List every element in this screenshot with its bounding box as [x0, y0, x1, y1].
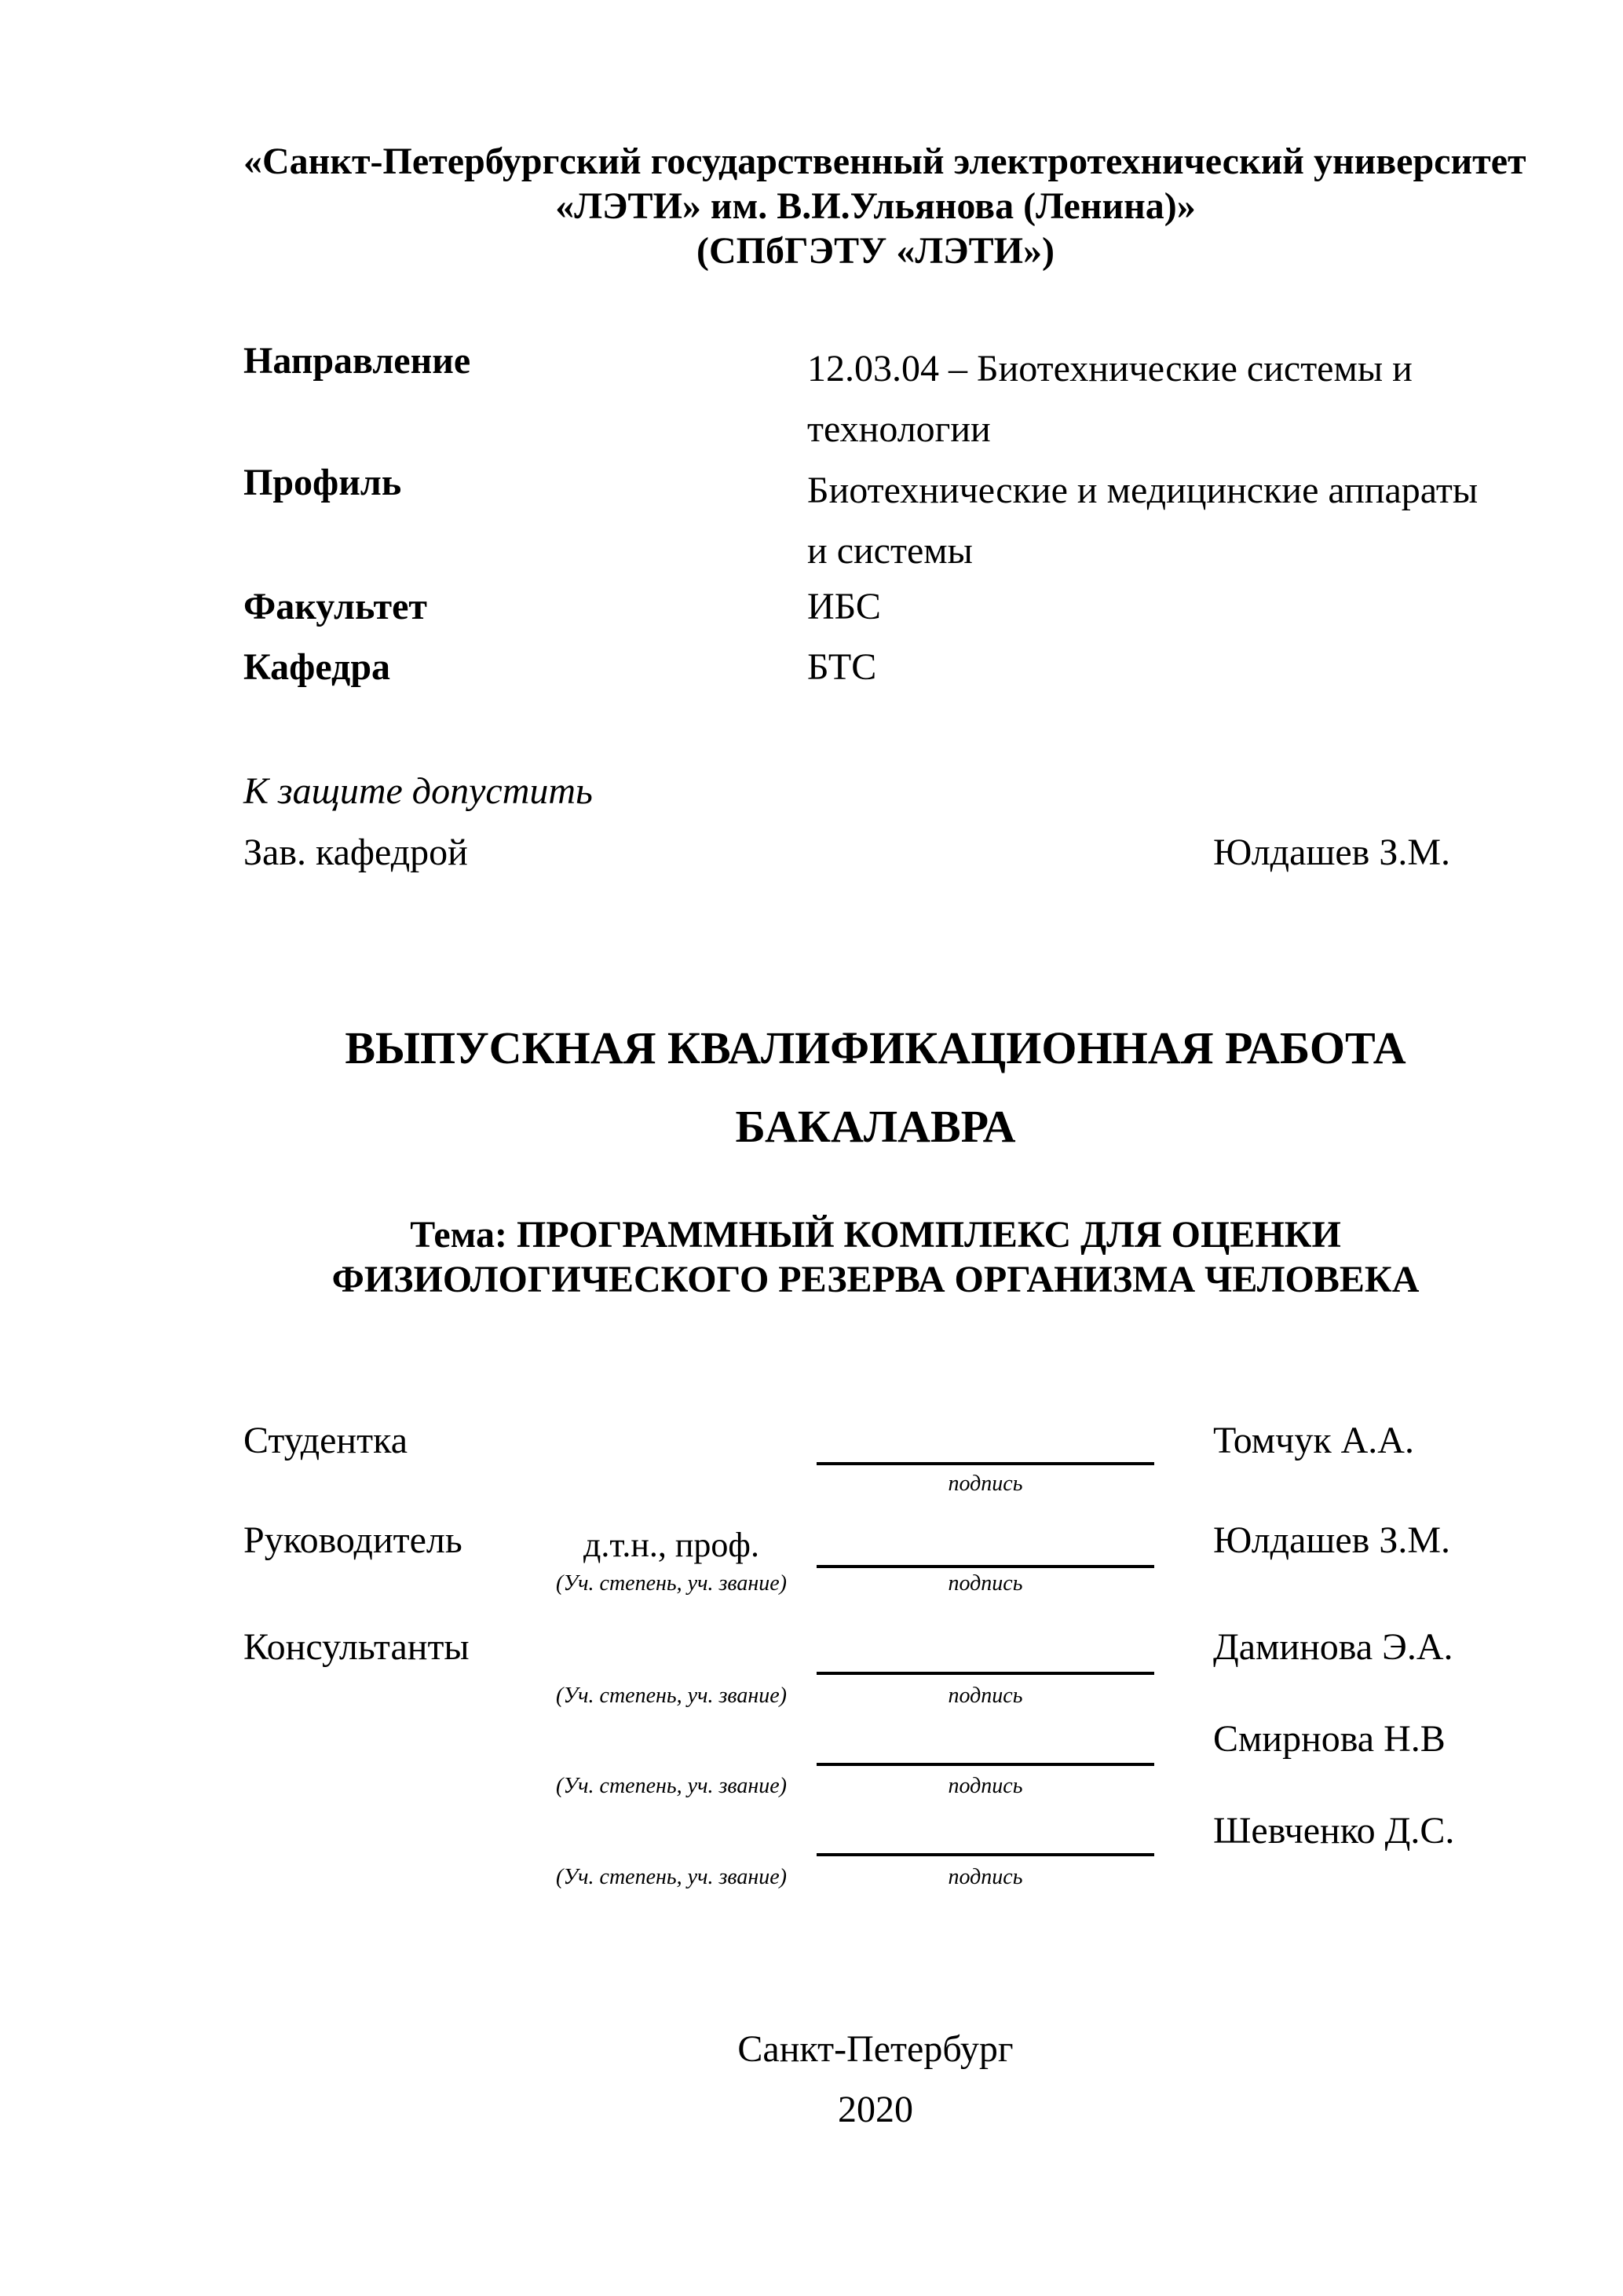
dept-head-label: Зав. кафедрой [243, 832, 468, 873]
signature-caption: подпись [948, 1571, 1023, 1596]
work-theme-line-1: Тема: ПРОГРАММНЫЙ КОМПЛЕКС ДЛЯ ОЦЕНКИ [410, 1214, 1341, 1256]
field-value-direction-line-2: технологии [807, 408, 991, 450]
signature-line [817, 1462, 1154, 1465]
work-theme-line-2: ФИЗИОЛОГИЧЕСКОГО РЕЗЕРВА ОРГАНИЗМА ЧЕЛОВЕКА [331, 1259, 1420, 1300]
degree-caption: (Уч. степень, уч. звание) [556, 1865, 787, 1889]
footer [243, 2019, 1508, 2140]
degree-caption: (Уч. степень, уч. звание) [556, 1571, 787, 1596]
permit-to-defense-text: К защите допустить [243, 770, 593, 812]
signature-role: Консультанты [243, 1626, 470, 1668]
signature-degree: д.т.н., проф. [583, 1526, 759, 1564]
signature-name: Юлдашев З.М. [1213, 1519, 1451, 1561]
university-name-line-3: (СПбГЭТУ «ЛЭТИ») [696, 230, 1055, 272]
signature-caption: подпись [948, 1684, 1023, 1708]
signature-line [817, 1565, 1154, 1568]
signature-row-consultant-1 [243, 1625, 1508, 1719]
signature-name: Даминова Э.А. [1213, 1626, 1453, 1668]
work-title [243, 1009, 1508, 1166]
university-header [243, 139, 1526, 273]
dept-head-name: Юлдашев З.М. [1213, 832, 1451, 873]
field-value-faculty: ИБС [807, 586, 881, 627]
university-name-line-1: «Санкт-Петербургский государственный электротехнический университет [243, 141, 1526, 182]
signature-role: Руководитель [243, 1519, 462, 1561]
signature-name: Смирнова Н.В [1213, 1718, 1446, 1760]
field-value-department: БТС [807, 646, 877, 688]
footer-year: 2020 [838, 2089, 913, 2130]
signature-row-consultant-2 [243, 1717, 1508, 1811]
signature-line [817, 1853, 1154, 1856]
field-value-direction-line-1: 12.03.04 – Биотехнические системы и [807, 348, 1413, 389]
degree-caption: (Уч. степень, уч. звание) [556, 1774, 787, 1798]
work-title-line-2: БАКАЛАВРА [735, 1101, 1016, 1152]
footer-city: Санкт-Петербург [737, 2028, 1014, 2070]
degree-caption: (Уч. степень, уч. звание) [556, 1684, 787, 1708]
field-label-faculty: Факультет [243, 586, 427, 627]
university-name-line-2: «ЛЭТИ» им. В.И.Ульянова (Ленина)» [555, 185, 1196, 227]
signature-name: Томчук А.А. [1213, 1420, 1414, 1461]
signature-row-student [243, 1418, 1508, 1512]
signature-caption: подпись [948, 1774, 1023, 1798]
signature-caption: подпись [948, 1472, 1023, 1496]
signature-line [817, 1672, 1154, 1675]
page-content [243, 0, 1526, 2296]
field-label-direction: Направление [243, 340, 471, 382]
field-label-profile: Профиль [243, 462, 402, 503]
field-label-department: Кафедра [243, 646, 391, 688]
signature-name: Шевченко Д.С. [1213, 1810, 1455, 1852]
work-title-line-1: ВЫПУСКНАЯ КВАЛИФИКАЦИОННАЯ РАБОТА [345, 1022, 1406, 1073]
signature-row-supervisor [243, 1518, 1508, 1612]
field-value-profile-line-2: и системы [807, 530, 973, 572]
work-theme [243, 1212, 1508, 1302]
signature-line [817, 1763, 1154, 1766]
field-value-profile [807, 460, 1514, 581]
field-value-profile-line-1: Биотехнические и медицинские аппараты [807, 470, 1479, 511]
field-value-direction [807, 338, 1514, 459]
signature-row-consultant-3 [243, 1808, 1508, 1903]
signature-caption: подпись [948, 1865, 1023, 1889]
signature-role: Студентка [243, 1420, 408, 1461]
